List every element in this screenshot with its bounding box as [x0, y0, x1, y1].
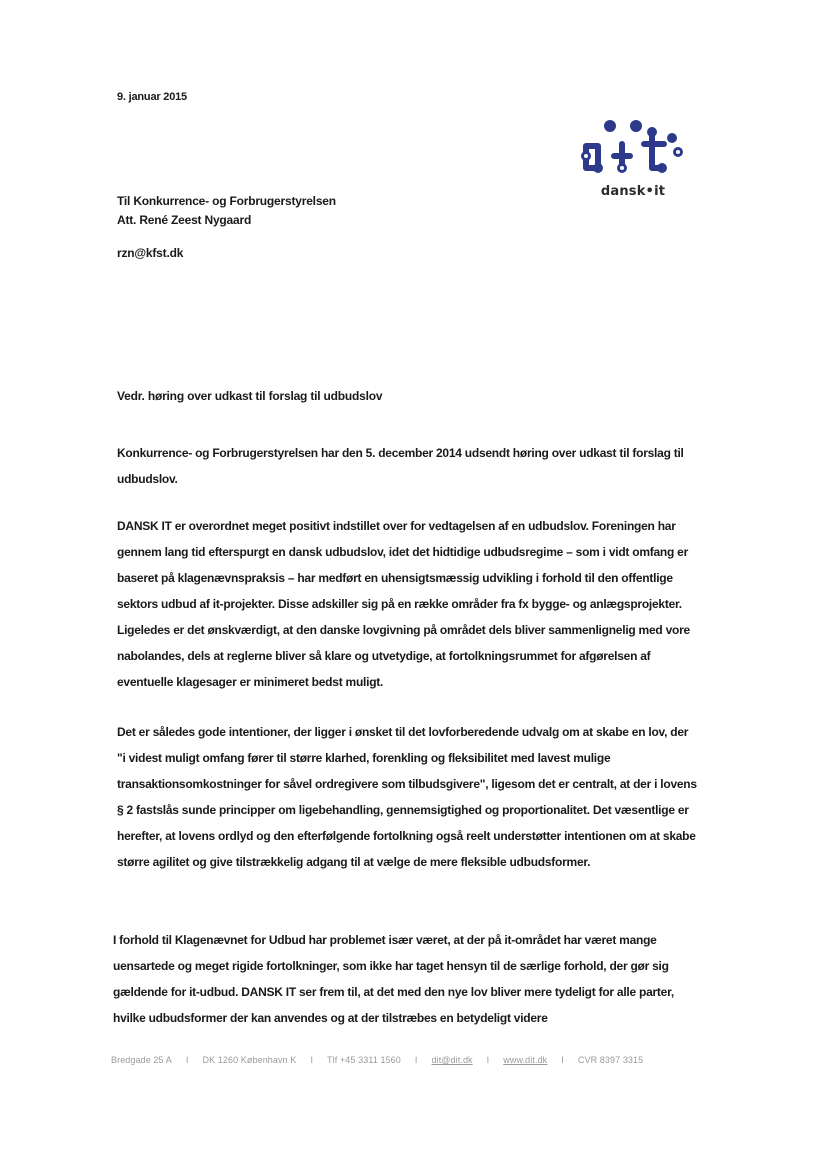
footer-separator: I — [561, 1055, 564, 1065]
letter-date: 9. januar 2015 — [117, 91, 187, 103]
paragraph-2: DANSK IT er overordnet meget positivt indstillet over for vedtagelsen af en udbudslov. Foreningen har gennem lang tid efterspurgt en dansk udbudslov, idet det hidtidige udbudsregime – som i vidt omfang er baseret på klagenævnspraksis – har medført en uhensigtsmæssig udvikling i forhold til den offentlige sektors udbud af it-projekter. Disse adskiller sig på en række områder fra fx bygge- og anlægsprojekter. Ligeledes er det ønskværdigt, at den danske lovgivning på området dels bliver sammenlignelig med vore nabolandes, dels at reglerne bliver så klare og utvetydige, at fortolkningsrummet for afgørelsen af eventuelle klagesager er minimeret bedst muligt. — [117, 519, 690, 689]
dansk-it-logo — [578, 116, 688, 202]
paragraph-3: Det er således gode intentioner, der ligger i ønsket til det lovforberedende udvalg om at skabe en lov, der "i videst muligt omfang fører til større klarhed, forenkling og fleksibilitet med lavest mulige transaktionsomkostninger for såvel ordregivere som tilbudsgivere", ligesom det er centralt, at der i lovens § 2 fastslås sunde principper om ligebehandling, gennemsigtighed og proportionalitet. Det væsentlige er herefter, at lovens ordlyd og den efterfølgende fortolkning også reelt understøtter intentionen om at skabe større agilitet og give tilstrækkelig adgang til at vælge de mere fleksible udbudsformer. — [117, 725, 697, 869]
paragraph-1: Konkurrence- og Forbrugerstyrelsen har den 5. december 2014 udsendt høring over udkast til forslag til udbudslov. — [117, 446, 684, 486]
logo-text: dansk•it — [600, 184, 666, 199]
letter-footer — [111, 1055, 691, 1065]
footer-phone: Tlf +45 3311 1560 — [327, 1055, 401, 1065]
footer-separator: I — [414, 1055, 418, 1065]
footer-email-link[interactable]: dit@dit.dk — [431, 1055, 473, 1065]
dit-logo-icon — [578, 116, 688, 182]
letter-subject: Vedr. høring over udkast til forslag til udbudslov — [117, 389, 383, 403]
footer-separator: I — [486, 1055, 490, 1065]
footer-city: DK 1260 København K — [202, 1055, 297, 1065]
footer-web-link[interactable]: www.dit.dk — [503, 1055, 548, 1065]
footer-separator: I — [310, 1055, 314, 1065]
footer-separator: I — [185, 1055, 189, 1065]
footer-cvr: CVR 8397 3315 — [577, 1055, 644, 1065]
recipient-email[interactable]: rzn@kfst.dk — [117, 246, 184, 260]
recipient-block — [117, 192, 336, 230]
footer-address: Bredgade 25 A — [111, 1055, 172, 1065]
recipient-attention: Att. René Zeest Nygaard — [117, 213, 252, 227]
recipient-organization: Til Konkurrence- og Forbrugerstyrelsen — [117, 194, 336, 208]
paragraph-4: I forhold til Klagenævnet for Udbud har problemet især været, at der på it-området har været mange uensartede og meget rigide fortolkninger, som ikke har taget hensyn til de særlige forhold, der gør sig gældende for it-udbud. DANSK IT ser frem til, at det med den nye lov bliver mere tydeligt for alle parter, hvilke udbudsformer der kan anvendes og at der tilstræbes en betydeligt videre — [113, 933, 674, 1025]
